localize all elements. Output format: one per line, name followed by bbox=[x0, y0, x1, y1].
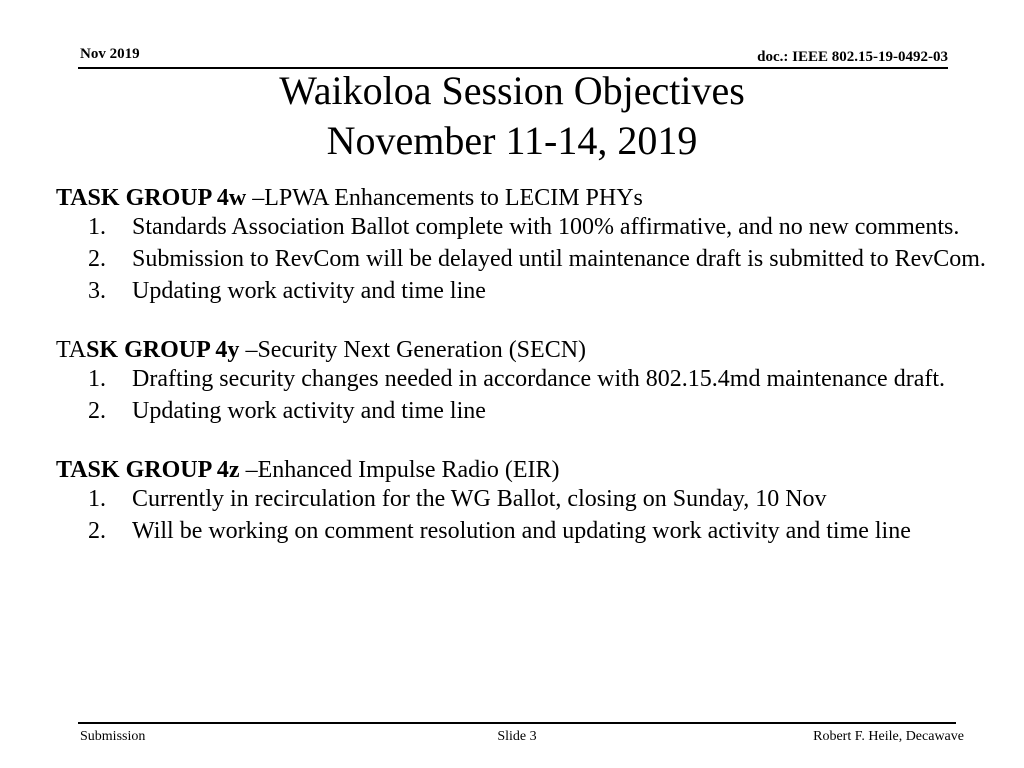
list-item bbox=[56, 278, 996, 304]
footer-author: Robert F. Heile, Decawave bbox=[813, 729, 964, 744]
group-name: SK GROUP 4y bbox=[86, 337, 240, 363]
header-date: Nov 2019 bbox=[80, 46, 140, 62]
header-doc-id: doc.: IEEE 802.15-19-0492-03 bbox=[757, 49, 948, 65]
slide-body bbox=[56, 182, 996, 550]
item-text: Updating work activity and time line bbox=[132, 278, 486, 304]
group-heading bbox=[56, 182, 996, 214]
group-name-prefix: TA bbox=[56, 337, 87, 363]
item-text: Drafting security changes needed in accordance with 802.15.4md maintenance draft. bbox=[132, 366, 946, 392]
list-item bbox=[56, 246, 996, 272]
group-description: –LPWA Enhancements to LECIM PHYs bbox=[246, 185, 643, 211]
item-number: 2. bbox=[88, 518, 106, 544]
list-item bbox=[56, 366, 996, 392]
group-heading bbox=[56, 334, 996, 366]
objective-list bbox=[56, 366, 996, 424]
task-group-4z bbox=[56, 454, 996, 544]
slide-title-line2: November 11-14, 2019 bbox=[326, 118, 698, 163]
slide-title-line1: Waikoloa Session Objectives bbox=[279, 68, 745, 113]
item-number: 3. bbox=[88, 278, 106, 304]
slide-title bbox=[0, 66, 1024, 166]
item-number: 2. bbox=[88, 246, 106, 272]
item-text: Standards Association Ballot complete with 100% affirmative, and no new comments. bbox=[132, 214, 960, 240]
objective-list bbox=[56, 486, 996, 544]
footer-slide-number: Slide 3 bbox=[497, 729, 537, 744]
item-text: Currently in recirculation for the WG Ballot, closing on Sunday, 10 Nov bbox=[132, 486, 827, 512]
group-description: –Enhanced Impulse Radio (EIR) bbox=[239, 457, 560, 483]
item-number: 1. bbox=[88, 486, 106, 512]
item-number: 2. bbox=[88, 398, 106, 424]
footer-divider bbox=[78, 722, 956, 724]
group-description: –Security Next Generation (SECN) bbox=[239, 337, 587, 363]
group-heading bbox=[56, 454, 996, 486]
group-name: TASK GROUP 4w bbox=[56, 185, 247, 211]
item-text: Will be working on comment resolution and updating work activity and time line bbox=[132, 518, 911, 544]
item-number: 1. bbox=[88, 214, 106, 240]
task-group-4y bbox=[56, 334, 996, 424]
list-item bbox=[56, 518, 996, 544]
item-text: Submission to RevCom will be delayed until maintenance draft is submitted to RevCom. bbox=[132, 246, 986, 272]
list-item bbox=[56, 486, 996, 512]
item-text: Updating work activity and time line bbox=[132, 398, 486, 424]
list-item bbox=[56, 398, 996, 424]
list-item bbox=[56, 214, 996, 240]
task-group-4w bbox=[56, 182, 996, 304]
group-name: TASK GROUP 4z bbox=[56, 457, 240, 483]
objective-list bbox=[56, 214, 996, 304]
item-number: 1. bbox=[88, 366, 106, 392]
footer-submission: Submission bbox=[80, 729, 146, 744]
